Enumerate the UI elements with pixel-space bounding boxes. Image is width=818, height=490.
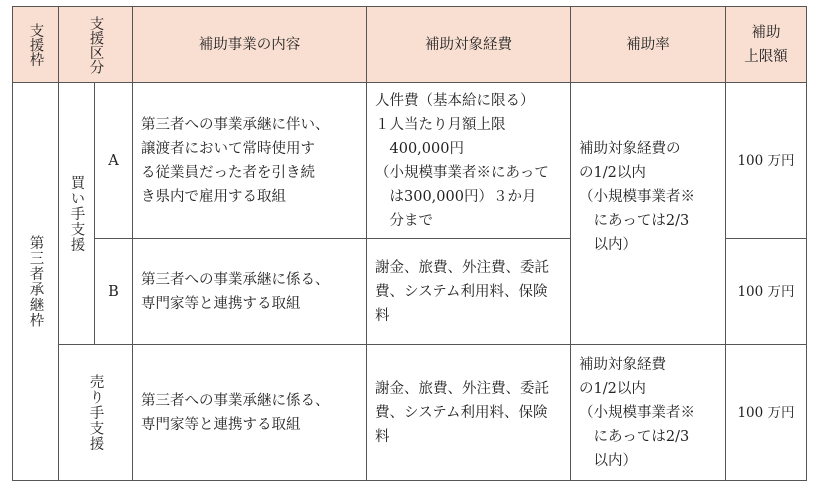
ritsu-ab-line: （小規模事業者※ [579, 189, 695, 205]
header-gendo-line2: 上限額 [744, 48, 788, 65]
ritsu-ab-line: 以内） [579, 237, 637, 253]
header-waku-text: 支援枠 [27, 22, 44, 67]
header-kubun [59, 7, 133, 83]
naiyou-uri-line: 第三者への事業承継に係る、 [141, 392, 330, 409]
keihi-b [367, 239, 571, 345]
ritsu-ab-line: 補助対象経費の [579, 141, 681, 157]
ritsu-ab [571, 83, 726, 345]
ritsu-uri-line: にあっては2/3 [579, 428, 690, 445]
naiyou-a-line: 第三者への事業承継に伴い、 [141, 116, 330, 133]
naiyou-b-line: 専門家等と連携する取組 [141, 295, 301, 312]
keihi-a-line: 人件費（基本給に限る） [375, 92, 535, 109]
subsidy-table [12, 6, 807, 481]
ritsu-ab-line: の1/2以内 [579, 165, 646, 181]
ritsu-uri-line: （小規模事業者※ [579, 404, 695, 421]
gendo-uri: 100 万円 [726, 345, 807, 481]
naiyou-uri [133, 345, 367, 481]
header-kubun-text: 支援区分 [87, 15, 104, 74]
ritsu-uri [571, 345, 726, 481]
naiyou-a-line: 譲渡者において常時使用す [141, 140, 315, 157]
keihi-b-line: 料 [375, 307, 390, 324]
naiyou-a [133, 83, 367, 239]
keihi-a-line: 分まで [375, 212, 433, 229]
subsidy-table-wrapper [12, 6, 807, 481]
ritsu-ab-line: にあっては2/3 [579, 213, 690, 229]
waku-label: 第三者承継枠 [27, 235, 44, 328]
header-ritsu: 補助率 [571, 7, 726, 83]
keihi-uri-line: 料 [375, 428, 390, 445]
table-row-a [13, 83, 807, 239]
urite-cell [59, 345, 133, 481]
kaite-cell [59, 83, 95, 345]
keihi-a-line: は300,000円）３か月 [375, 188, 537, 205]
header-gendo [726, 7, 807, 83]
ritsu-uri-line: 以内） [579, 452, 637, 469]
sub-b: B [95, 239, 133, 345]
keihi-a-line: （小規模事業者※にあって [375, 164, 549, 181]
naiyou-uri-line: 専門家等と連携する取組 [141, 416, 301, 433]
header-waku [13, 7, 59, 83]
naiyou-a-line: る従業員だった者を引き続 [141, 164, 315, 181]
keihi-b-line: 謝金、旅費、外注費、委託 [375, 259, 549, 276]
ritsu-uri-line: 補助対象経費 [579, 356, 666, 373]
table-row-uri [13, 345, 807, 481]
keihi-uri [367, 345, 571, 481]
kaite-label: 買い手支援 [68, 174, 85, 253]
keihi-b-line: 費、システム利用料、保険 [375, 283, 548, 300]
keihi-uri-line: 謝金、旅費、外注費、委託 [375, 380, 549, 397]
header-keihi: 補助対象経費 [367, 7, 571, 83]
naiyou-a-line: き県内で雇用する取組 [141, 188, 286, 205]
gendo-a: 100 万円 [726, 83, 807, 239]
header-gendo-line1: 補助 [751, 24, 781, 41]
keihi-uri-line: 費、システム利用料、保険 [375, 404, 548, 421]
keihi-a [367, 83, 571, 239]
gendo-b: 100 万円 [726, 239, 807, 345]
naiyou-b [133, 239, 367, 345]
header-naiyou: 補助事業の内容 [133, 7, 367, 83]
sub-a: A [95, 83, 133, 239]
keihi-a-line: 400,000円 [375, 140, 464, 157]
waku-cell [13, 83, 59, 481]
naiyou-b-line: 第三者への事業承継に係る、 [141, 271, 330, 288]
header-row [13, 7, 807, 83]
ritsu-uri-line: の1/2以内 [579, 380, 646, 397]
urite-label: 売り手支援 [87, 373, 104, 452]
keihi-a-line: １人当たり月額上限 [375, 116, 506, 133]
